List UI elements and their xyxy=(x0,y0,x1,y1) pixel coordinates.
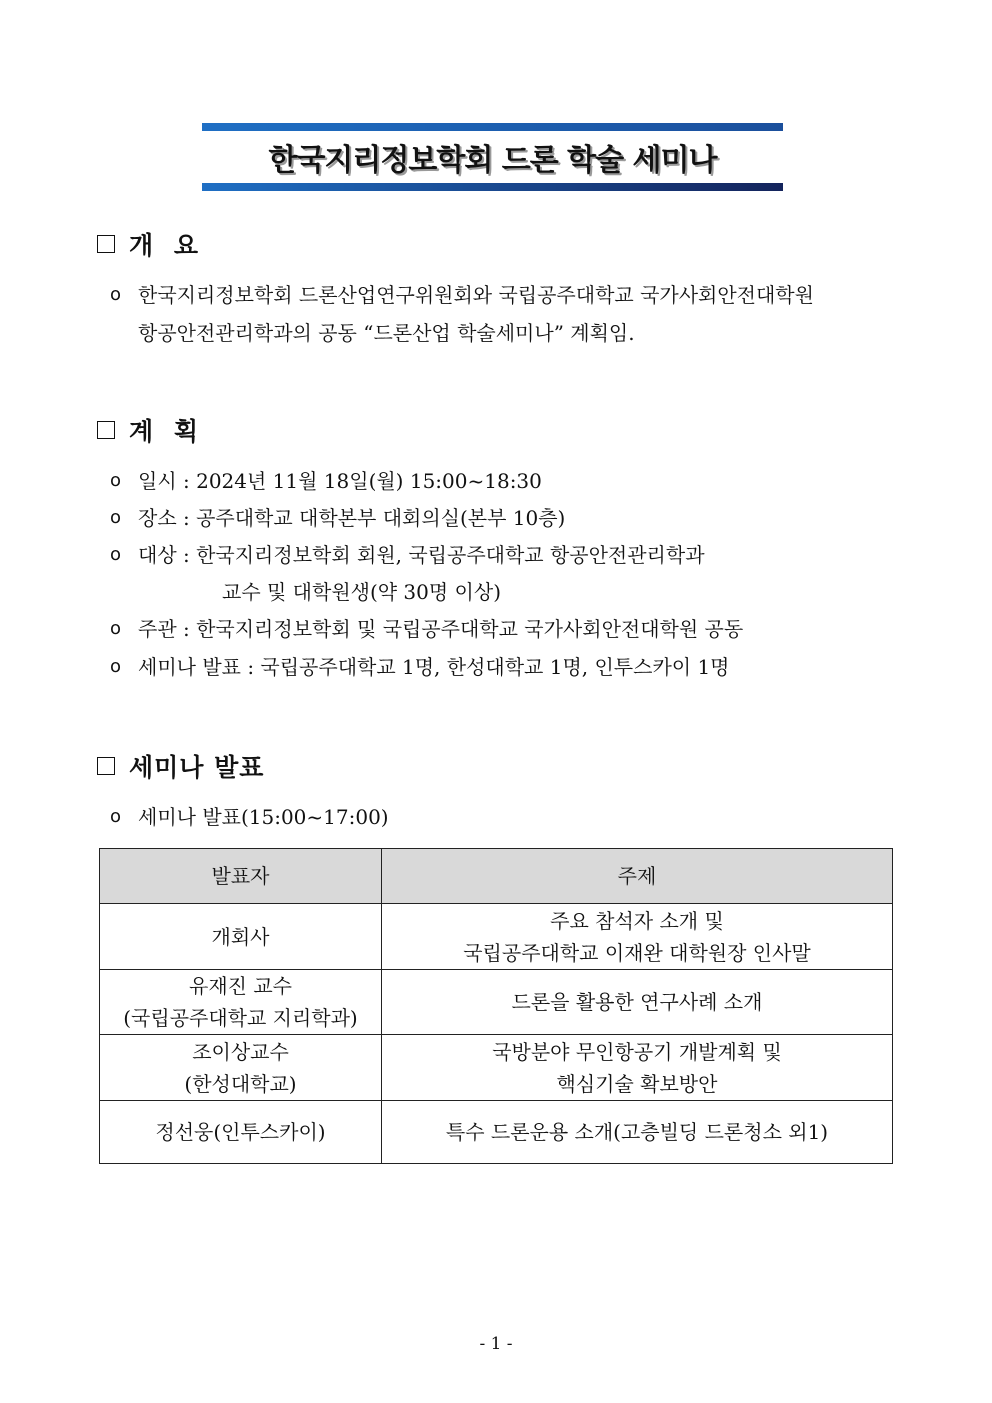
bullet-icon: o xyxy=(110,806,122,827)
topic-line: 국방분야 무인항공기 개발계획 및 xyxy=(492,1039,782,1064)
presenter-cell xyxy=(100,1101,382,1164)
overview-bullet xyxy=(110,282,814,308)
checkbox-icon xyxy=(97,235,115,253)
plan-item-text: 대상 : 한국지리정보학회 회원, 국립공주대학교 항공안전관리학과 xyxy=(138,543,705,567)
plan-item-target xyxy=(110,542,705,568)
topic-cell xyxy=(382,904,893,970)
bullet-icon: o xyxy=(110,618,122,639)
title-bar-top xyxy=(202,123,783,131)
bullet-icon: o xyxy=(110,284,122,305)
topic-line: 특수 드론운용 소개(고층빌딩 드론청소 외1) xyxy=(445,1120,829,1144)
plan-item-date xyxy=(110,468,542,494)
checkbox-icon xyxy=(97,421,115,439)
presenter-line: 조이상교수 xyxy=(192,1039,289,1064)
table-row xyxy=(100,970,893,1035)
table-header-row xyxy=(100,849,893,904)
topic-cell xyxy=(382,970,893,1035)
plan-item-presentations xyxy=(110,654,730,680)
presenter-line: 유재진 교수 xyxy=(189,974,292,998)
plan-item-target-continuation: 교수 및 대학원생(약 30명 이상) xyxy=(222,580,502,604)
presenter-line: 정선웅(인투스카이) xyxy=(155,1120,326,1144)
overview-text-line2: 항공안전관리학과의 공동 “드론산업 학술세미나” 계획임. xyxy=(138,321,635,345)
bullet-icon: o xyxy=(110,544,122,565)
presenter-cell xyxy=(100,1035,382,1101)
presenter-cell xyxy=(100,970,382,1035)
plan-item-text: 일시 : 2024년 11월 18일(월) 15:00~18:30 xyxy=(138,469,542,493)
plan-item-text: 세미나 발표 : 국립공주대학교 1명, 한성대학교 1명, 인투스카이 1명 xyxy=(138,655,730,679)
bullet-icon: o xyxy=(110,656,122,677)
topic-line: 주요 참석자 소개 및 xyxy=(550,908,724,933)
presenter-cell xyxy=(100,904,382,970)
plan-item-place xyxy=(110,505,565,531)
document-title: 한국지리정보학회 드론 학술 세미나 xyxy=(268,143,717,178)
checkbox-icon xyxy=(97,757,115,775)
table-row xyxy=(100,904,893,970)
title-bar-bottom xyxy=(202,183,783,191)
table-row xyxy=(100,1101,893,1164)
bullet-icon: o xyxy=(110,470,122,491)
page-number: - 1 - xyxy=(479,1334,513,1354)
plan-item-text: 장소 : 공주대학교 대학본부 대회의실(본부 10층) xyxy=(138,506,566,530)
bullet-icon: o xyxy=(110,507,122,528)
seminar-bullet xyxy=(110,804,389,830)
topic-cell xyxy=(382,1035,893,1101)
topic-line: 국립공주대학교 이재완 대학원장 인사말 xyxy=(463,940,811,965)
presenter-line: (한성대학교) xyxy=(184,1071,297,1096)
table-row xyxy=(100,1035,893,1101)
section-heading-plan: 계 획 xyxy=(97,412,204,448)
title-banner xyxy=(202,123,783,191)
plan-item-host xyxy=(110,616,743,642)
seminar-bullet-text: 세미나 발표(15:00~17:00) xyxy=(138,805,389,829)
presenter-line: (국립공주대학교 지리학과) xyxy=(123,1006,358,1030)
topic-cell xyxy=(382,1101,893,1164)
plan-item-text: 주관 : 한국지리정보학회 및 국립공주대학교 국가사회안전대학원 공동 xyxy=(138,617,744,641)
header-topic: 주제 xyxy=(382,849,893,904)
section-heading-overview: 개 요 xyxy=(97,226,204,262)
overview-text-line1: 한국지리정보학회 드론산업연구위원회와 국립공주대학교 국가사회안전대학원 xyxy=(138,283,814,307)
section-heading-seminar: 세미나 발표 xyxy=(97,748,264,784)
header-presenter: 발표자 xyxy=(100,849,382,904)
topic-line: 핵심기술 확보방안 xyxy=(556,1071,718,1096)
presenter-line: 개회사 xyxy=(211,924,270,949)
topic-line: 드론을 활용한 연구사례 소개 xyxy=(511,990,763,1014)
seminar-table xyxy=(99,848,893,1164)
